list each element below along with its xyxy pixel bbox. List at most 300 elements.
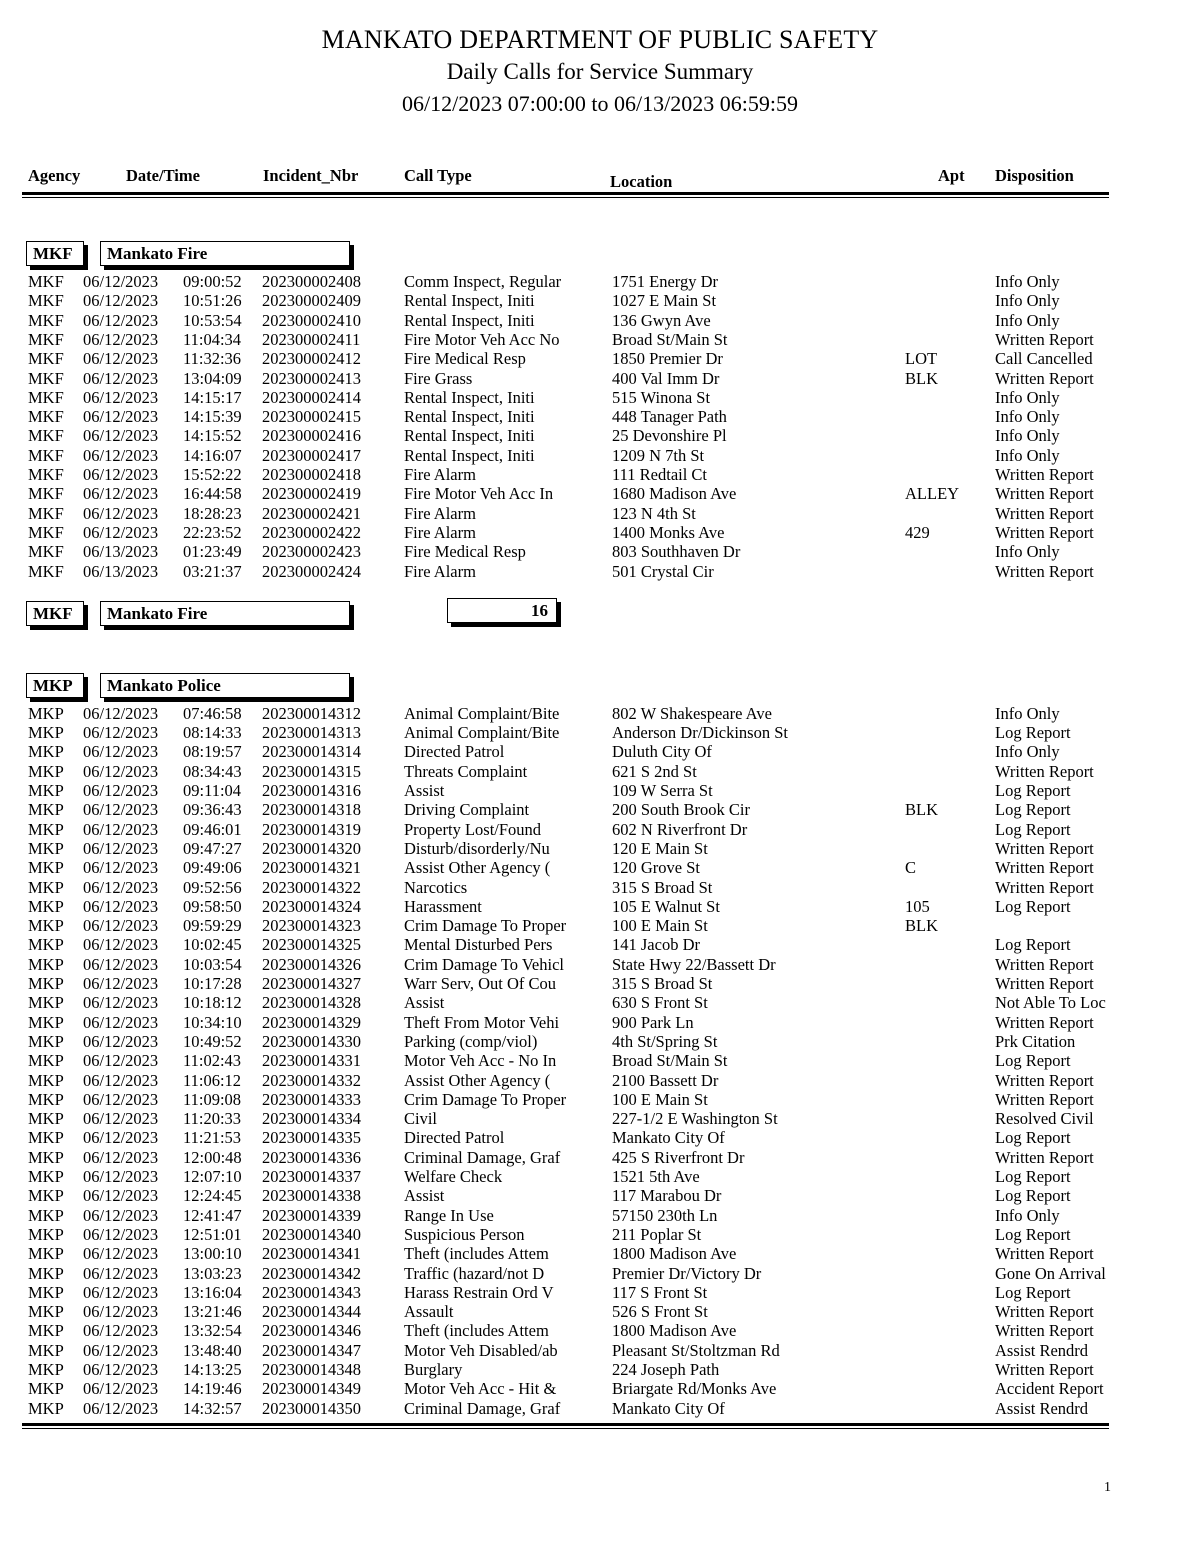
table-row — [0, 1090, 1200, 1109]
cell-call-type: Assist — [404, 993, 445, 1013]
cell-incident-nbr: 202300014349 — [262, 1379, 361, 1399]
cell-time: 12:00:48 — [183, 1147, 242, 1167]
cell-disposition: Prk Citation — [995, 1031, 1076, 1051]
cell-disposition: Written Report — [995, 1089, 1094, 1109]
cell-disposition: Call Cancelled — [995, 349, 1093, 369]
cell-incident-nbr: 202300014343 — [262, 1282, 361, 1302]
cell-agency: MKP — [28, 858, 64, 878]
column-header-call-type: Call Type — [404, 166, 472, 185]
table-row — [0, 839, 1200, 858]
cell-time: 13:03:23 — [183, 1263, 242, 1283]
table-row — [0, 542, 1200, 561]
cell-agency: MKF — [28, 522, 64, 542]
cell-call-type: Motor Veh Disabled/ab — [404, 1340, 558, 1360]
cell-disposition: Info Only — [995, 703, 1060, 723]
cell-location: 227-1/2 E Washington St — [612, 1109, 778, 1129]
cell-incident-nbr: 202300014315 — [262, 761, 361, 781]
cell-date: 06/12/2023 — [83, 761, 159, 781]
cell-call-type: Animal Complaint/Bite — [404, 703, 560, 723]
cell-time: 14:15:17 — [183, 387, 242, 407]
cell-date: 06/12/2023 — [83, 1321, 159, 1341]
table-row — [0, 1032, 1200, 1051]
cell-time: 12:51:01 — [183, 1224, 242, 1244]
cell-incident-nbr: 202300002422 — [262, 522, 361, 542]
cell-incident-nbr: 202300002410 — [262, 310, 361, 330]
cell-incident-nbr: 202300002419 — [262, 484, 361, 504]
cell-location: 100 E Main St — [612, 916, 708, 936]
cell-incident-nbr: 202300014326 — [262, 954, 361, 974]
cell-agency: MKP — [28, 1070, 64, 1090]
table-row — [0, 1128, 1200, 1147]
cell-disposition: Info Only — [995, 445, 1060, 465]
cell-incident-nbr: 202300002411 — [262, 329, 361, 349]
cell-date: 06/12/2023 — [83, 484, 159, 504]
cell-agency: MKP — [28, 916, 64, 936]
cell-location: 2100 Bassett Dr — [612, 1070, 719, 1090]
footer-divider-rule — [22, 1423, 1109, 1429]
cell-location: 1850 Premier Dr — [612, 349, 723, 369]
cell-agency: MKP — [28, 1147, 64, 1167]
group-footer-code-box: MKF — [26, 601, 84, 626]
table-row — [0, 935, 1200, 954]
cell-date: 06/12/2023 — [83, 800, 159, 820]
cell-location: 100 E Main St — [612, 1089, 708, 1109]
column-header-disposition: Disposition — [995, 166, 1074, 185]
cell-agency: MKF — [28, 329, 64, 349]
cell-time: 10:34:10 — [183, 1012, 242, 1032]
cell-call-type: Crim Damage To Proper — [404, 916, 567, 936]
cell-call-type: Harassment — [404, 896, 482, 916]
cell-location: 120 E Main St — [612, 838, 708, 858]
cell-call-type: Warr Serv, Out Of Cou — [404, 974, 557, 993]
cell-time: 10:51:26 — [183, 291, 242, 311]
cell-disposition: Written Report — [995, 858, 1094, 878]
cell-time: 09:47:27 — [183, 838, 242, 858]
cell-agency: MKF — [28, 465, 64, 484]
cell-agency: MKF — [28, 310, 64, 330]
cell-call-type: Crim Damage To Proper — [404, 1089, 567, 1109]
table-row — [0, 1379, 1200, 1398]
cell-call-type: Rental Inspect, Initi — [404, 291, 535, 311]
cell-location: 803 Southhaven Dr — [612, 542, 741, 562]
cell-location: 602 N Riverfront Dr — [612, 819, 748, 839]
cell-disposition: Log Report — [995, 1282, 1071, 1302]
cell-agency: MKP — [28, 1089, 64, 1109]
cell-agency: MKP — [28, 723, 64, 743]
cell-date: 06/12/2023 — [83, 291, 159, 311]
cell-disposition: Written Report — [995, 877, 1094, 897]
cell-incident-nbr: 202300002421 — [262, 503, 361, 523]
table-row — [0, 723, 1200, 742]
cell-incident-nbr: 202300014314 — [262, 742, 361, 762]
cell-agency: MKP — [28, 1128, 64, 1148]
cell-date: 06/13/2023 — [83, 542, 159, 562]
cell-agency: MKP — [28, 1109, 64, 1129]
page-title: MANKATO DEPARTMENT OF PUBLIC SAFETY — [321, 25, 879, 54]
cell-disposition: Log Report — [995, 1051, 1071, 1071]
group-name-box: Mankato Fire — [100, 241, 350, 266]
cell-disposition: Info Only — [995, 387, 1060, 407]
cell-incident-nbr: 202300014332 — [262, 1070, 361, 1090]
cell-incident-nbr: 202300014331 — [262, 1051, 361, 1071]
cell-date: 06/12/2023 — [83, 1012, 159, 1032]
table-row — [0, 388, 1200, 407]
cell-agency: MKP — [28, 1360, 64, 1379]
cell-time: 08:19:57 — [183, 742, 242, 762]
table-row — [0, 369, 1200, 388]
cell-agency: MKP — [28, 819, 64, 839]
cell-agency: MKF — [28, 484, 64, 504]
cell-call-type: Harass Restrain Ord V — [404, 1282, 554, 1302]
cell-location: 211 Poplar St — [612, 1224, 702, 1244]
cell-location: 117 Marabou Dr — [612, 1186, 722, 1206]
cell-agency: MKF — [28, 272, 64, 291]
cell-time: 11:04:34 — [183, 329, 242, 349]
cell-disposition: Resolved Civil — [995, 1109, 1094, 1129]
cell-time: 09:11:04 — [183, 781, 242, 800]
table-row — [0, 742, 1200, 761]
table-row — [0, 1167, 1200, 1186]
cell-call-type: Directed Patrol — [404, 1128, 505, 1148]
cell-time: 10:17:28 — [183, 974, 242, 993]
cell-agency: MKP — [28, 1321, 64, 1341]
cell-call-type: Mental Disturbed Pers — [404, 935, 553, 955]
cell-call-type: Assist — [404, 1186, 445, 1206]
cell-agency: MKP — [28, 781, 64, 800]
cell-disposition: Written Report — [995, 522, 1094, 542]
cell-agency: MKP — [28, 1263, 64, 1283]
cell-date: 06/12/2023 — [83, 1205, 159, 1225]
cell-apt: BLK — [905, 800, 938, 820]
table-row — [0, 504, 1200, 523]
cell-agency: MKP — [28, 1051, 64, 1071]
cell-agency: MKP — [28, 1398, 64, 1418]
cell-time: 09:36:43 — [183, 800, 242, 820]
cell-time: 14:19:46 — [183, 1379, 242, 1399]
cell-agency: MKF — [28, 445, 64, 465]
cell-date: 06/12/2023 — [83, 1089, 159, 1109]
cell-time: 07:46:58 — [183, 703, 242, 723]
table-row — [0, 858, 1200, 877]
cell-location: 315 S Broad St — [612, 877, 713, 897]
group-name-box: Mankato Police — [100, 673, 350, 698]
table-row — [0, 878, 1200, 897]
table-row — [0, 523, 1200, 542]
cell-incident-nbr: 202300014318 — [262, 800, 361, 820]
cell-incident-nbr: 202300002418 — [262, 465, 361, 484]
cell-time: 13:00:10 — [183, 1244, 242, 1264]
cell-incident-nbr: 202300014342 — [262, 1263, 361, 1283]
cell-location: 109 W Serra St — [612, 781, 713, 800]
cell-date: 06/12/2023 — [83, 703, 159, 723]
column-header-location: Location — [610, 172, 673, 191]
cell-time: 13:04:09 — [183, 368, 242, 388]
cell-call-type: Parking (comp/viol) — [404, 1031, 538, 1051]
cell-incident-nbr: 202300014313 — [262, 723, 361, 743]
cell-incident-nbr: 202300014316 — [262, 781, 361, 800]
cell-disposition: Written Report — [995, 503, 1094, 523]
cell-date: 06/12/2023 — [83, 349, 159, 369]
cell-date: 06/12/2023 — [83, 465, 159, 484]
cell-call-type: Theft (includes Attem — [404, 1321, 549, 1341]
cell-time: 14:13:25 — [183, 1360, 242, 1379]
group-code-box: MKP — [26, 673, 84, 698]
cell-time: 13:48:40 — [183, 1340, 242, 1360]
cell-incident-nbr: 202300002408 — [262, 272, 361, 291]
cell-date: 06/12/2023 — [83, 916, 159, 936]
cell-time: 03:21:37 — [183, 561, 242, 581]
cell-disposition: Written Report — [995, 368, 1094, 388]
cell-disposition: Accident Report — [995, 1379, 1104, 1399]
cell-incident-nbr: 202300014330 — [262, 1031, 361, 1051]
cell-call-type: Range In Use — [404, 1205, 494, 1225]
table-row — [0, 1264, 1200, 1283]
cell-incident-nbr: 202300014340 — [262, 1224, 361, 1244]
cell-agency: MKP — [28, 954, 64, 974]
cell-apt: LOT — [905, 349, 938, 369]
cell-call-type: Fire Alarm — [404, 561, 476, 581]
cell-date: 06/12/2023 — [83, 1031, 159, 1051]
cell-date: 06/12/2023 — [83, 1360, 159, 1379]
cell-agency: MKP — [28, 761, 64, 781]
cell-call-type: Fire Medical Resp — [404, 542, 526, 562]
cell-time: 08:34:43 — [183, 761, 242, 781]
cell-call-type: Rental Inspect, Initi — [404, 310, 535, 330]
cell-location: 425 S Riverfront Dr — [612, 1147, 745, 1167]
cell-location: 501 Crystal Cir — [612, 561, 714, 581]
cell-location: 1680 Madison Ave — [612, 484, 737, 504]
cell-incident-nbr: 202300014323 — [262, 916, 361, 936]
cell-agency: MKF — [28, 291, 64, 311]
cell-incident-nbr: 202300002413 — [262, 368, 361, 388]
cell-call-type: Animal Complaint/Bite — [404, 723, 560, 743]
cell-time: 13:32:54 — [183, 1321, 242, 1341]
cell-time: 10:03:54 — [183, 954, 242, 974]
cell-incident-nbr: 202300014335 — [262, 1128, 361, 1148]
cell-incident-nbr: 202300014320 — [262, 838, 361, 858]
cell-disposition: Log Report — [995, 781, 1071, 800]
cell-time: 18:28:23 — [183, 503, 242, 523]
cell-date: 06/12/2023 — [83, 1224, 159, 1244]
cell-disposition: Info Only — [995, 1205, 1060, 1225]
cell-location: 1751 Energy Dr — [612, 272, 719, 291]
cell-disposition: Log Report — [995, 935, 1071, 955]
cell-date: 06/12/2023 — [83, 1070, 159, 1090]
cell-date: 06/12/2023 — [83, 1340, 159, 1360]
cell-agency: MKF — [28, 426, 64, 446]
cell-disposition: Log Report — [995, 896, 1071, 916]
cell-apt: 429 — [905, 522, 930, 542]
cell-call-type: Assist — [404, 781, 445, 800]
cell-time: 14:15:39 — [183, 407, 242, 427]
table-row — [0, 1244, 1200, 1263]
cell-location: 630 S Front St — [612, 993, 708, 1013]
report-title-block — [0, 0, 1200, 116]
cell-date: 06/12/2023 — [83, 935, 159, 955]
table-row — [0, 1321, 1200, 1340]
cell-location: 123 N 4th St — [612, 503, 696, 523]
cell-agency: MKP — [28, 1244, 64, 1264]
cell-call-type: Assist Other Agency ( — [404, 1070, 551, 1090]
cell-location: Duluth City Of — [612, 742, 712, 762]
cell-time: 12:24:45 — [183, 1186, 242, 1206]
cell-apt: C — [905, 858, 917, 878]
cell-incident-nbr: 202300002424 — [262, 561, 361, 581]
cell-call-type: Traffic (hazard/not D — [404, 1263, 545, 1283]
cell-incident-nbr: 202300014328 — [262, 993, 361, 1013]
cell-disposition: Written Report — [995, 954, 1094, 974]
cell-agency: MKP — [28, 974, 64, 993]
cell-disposition: Written Report — [995, 838, 1094, 858]
cell-date: 06/12/2023 — [83, 954, 159, 974]
cell-incident-nbr: 202300002409 — [262, 291, 361, 311]
cell-time: 12:41:47 — [183, 1205, 242, 1225]
cell-incident-nbr: 202300014321 — [262, 858, 361, 878]
cell-time: 15:52:22 — [183, 465, 242, 484]
cell-disposition: Written Report — [995, 1321, 1094, 1341]
cell-time: 09:52:56 — [183, 877, 242, 897]
cell-location: Pleasant St/Stoltzman Rd — [612, 1340, 780, 1360]
cell-time: 16:44:58 — [183, 484, 242, 504]
table-row — [0, 426, 1200, 445]
cell-disposition: Log Report — [995, 723, 1071, 743]
cell-date: 06/12/2023 — [83, 1167, 159, 1186]
cell-call-type: Fire Alarm — [404, 503, 476, 523]
cell-time: 10:02:45 — [183, 935, 242, 955]
cell-disposition: Log Report — [995, 1186, 1071, 1206]
cell-incident-nbr: 202300014327 — [262, 974, 361, 993]
cell-disposition: Written Report — [995, 329, 1094, 349]
cell-agency: MKF — [28, 349, 64, 369]
table-row — [0, 484, 1200, 503]
cell-agency: MKP — [28, 993, 64, 1013]
table-row — [0, 820, 1200, 839]
cell-date: 06/12/2023 — [83, 272, 159, 291]
cell-date: 06/12/2023 — [83, 1244, 159, 1264]
cell-incident-nbr: 202300014322 — [262, 877, 361, 897]
cell-agency: MKP — [28, 800, 64, 820]
cell-location: 1800 Madison Ave — [612, 1321, 737, 1341]
cell-location: Premier Dr/Victory Dr — [612, 1263, 762, 1283]
cell-location: 25 Devonshire Pl — [612, 426, 727, 446]
table-row — [0, 1283, 1200, 1302]
cell-location: 200 South Brook Cir — [612, 800, 750, 820]
cell-disposition: Info Only — [995, 542, 1060, 562]
cell-agency: MKF — [28, 503, 64, 523]
table-row — [0, 1399, 1200, 1418]
cell-date: 06/12/2023 — [83, 1128, 159, 1148]
cell-apt: 105 — [905, 896, 930, 916]
table-row — [0, 1206, 1200, 1225]
table-row — [0, 762, 1200, 781]
table-row — [0, 916, 1200, 935]
cell-time: 11:09:08 — [183, 1089, 242, 1109]
cell-disposition: Info Only — [995, 272, 1060, 291]
cell-disposition: Info Only — [995, 291, 1060, 311]
cell-call-type: Narcotics — [404, 877, 468, 897]
cell-call-type: Rental Inspect, Initi — [404, 387, 535, 407]
cell-date: 06/12/2023 — [83, 1302, 159, 1322]
table-row — [0, 1071, 1200, 1090]
cell-location: 400 Val Imm Dr — [612, 368, 720, 388]
cell-disposition: Log Report — [995, 1128, 1071, 1148]
cell-date: 06/12/2023 — [83, 387, 159, 407]
cell-incident-nbr: 202300014333 — [262, 1089, 361, 1109]
cell-disposition: Info Only — [995, 310, 1060, 330]
cell-time: 09:46:01 — [183, 819, 242, 839]
cell-agency: MKP — [28, 1012, 64, 1032]
cell-agency: MKF — [28, 542, 64, 562]
cell-location: 120 Grove St — [612, 858, 700, 878]
cell-time: 11:32:36 — [183, 349, 242, 369]
table-row — [0, 1013, 1200, 1032]
cell-date: 06/12/2023 — [83, 1051, 159, 1071]
cell-disposition: Assist Rendrd — [995, 1398, 1089, 1418]
cell-call-type: Fire Alarm — [404, 465, 476, 484]
cell-call-type: Threats Complaint — [404, 761, 528, 781]
cell-agency: MKP — [28, 742, 64, 762]
cell-location: 1209 N 7th St — [612, 445, 705, 465]
cell-date: 06/12/2023 — [83, 838, 159, 858]
cell-incident-nbr: 202300014329 — [262, 1012, 361, 1032]
table-row — [0, 1341, 1200, 1360]
cell-call-type: Criminal Damage, Graf — [404, 1398, 561, 1418]
table-row — [0, 1148, 1200, 1167]
table-row — [0, 897, 1200, 916]
cell-incident-nbr: 202300002415 — [262, 407, 361, 427]
cell-date: 06/12/2023 — [83, 368, 159, 388]
table-row — [0, 446, 1200, 465]
report-date-range: 06/12/2023 07:00:00 to 06/13/2023 06:59:59 — [401, 91, 798, 117]
cell-disposition: Log Report — [995, 800, 1071, 820]
cell-incident-nbr: 202300014347 — [262, 1340, 361, 1360]
cell-disposition: Gone On Arrival — [995, 1263, 1106, 1283]
cell-agency: MKP — [28, 1379, 64, 1399]
cell-time: 13:16:04 — [183, 1282, 242, 1302]
cell-call-type: Welfare Check — [404, 1167, 503, 1186]
cell-incident-nbr: 202300014346 — [262, 1321, 361, 1341]
cell-time: 22:23:52 — [183, 522, 242, 542]
cell-location: Broad St/Main St — [612, 329, 728, 349]
cell-agency: MKP — [28, 703, 64, 723]
table-row — [0, 955, 1200, 974]
cell-disposition: Info Only — [995, 742, 1060, 762]
table-row — [0, 1360, 1200, 1379]
cell-date: 06/12/2023 — [83, 974, 159, 993]
table-row — [0, 407, 1200, 426]
cell-call-type: Disturb/disorderly/Nu — [404, 838, 550, 858]
cell-agency: MKP — [28, 896, 64, 916]
cell-location: 802 W Shakespeare Ave — [612, 703, 772, 723]
cell-call-type: Criminal Damage, Graf — [404, 1147, 561, 1167]
cell-time: 11:06:12 — [183, 1070, 242, 1090]
cell-disposition: Written Report — [995, 1012, 1094, 1032]
cell-incident-nbr: 202300002416 — [262, 426, 361, 446]
cell-incident-nbr: 202300014339 — [262, 1205, 361, 1225]
cell-time: 12:07:10 — [183, 1167, 242, 1186]
cell-disposition: Written Report — [995, 974, 1094, 993]
cell-date: 06/12/2023 — [83, 742, 159, 762]
column-header-apt: Apt — [938, 166, 965, 185]
cell-agency: MKF — [28, 368, 64, 388]
cell-date: 06/12/2023 — [83, 781, 159, 800]
cell-date: 06/12/2023 — [83, 877, 159, 897]
cell-incident-nbr: 202300014344 — [262, 1302, 361, 1322]
cell-agency: MKP — [28, 1224, 64, 1244]
cell-time: 01:23:49 — [183, 542, 242, 562]
table-row — [0, 974, 1200, 993]
table-row — [0, 330, 1200, 349]
